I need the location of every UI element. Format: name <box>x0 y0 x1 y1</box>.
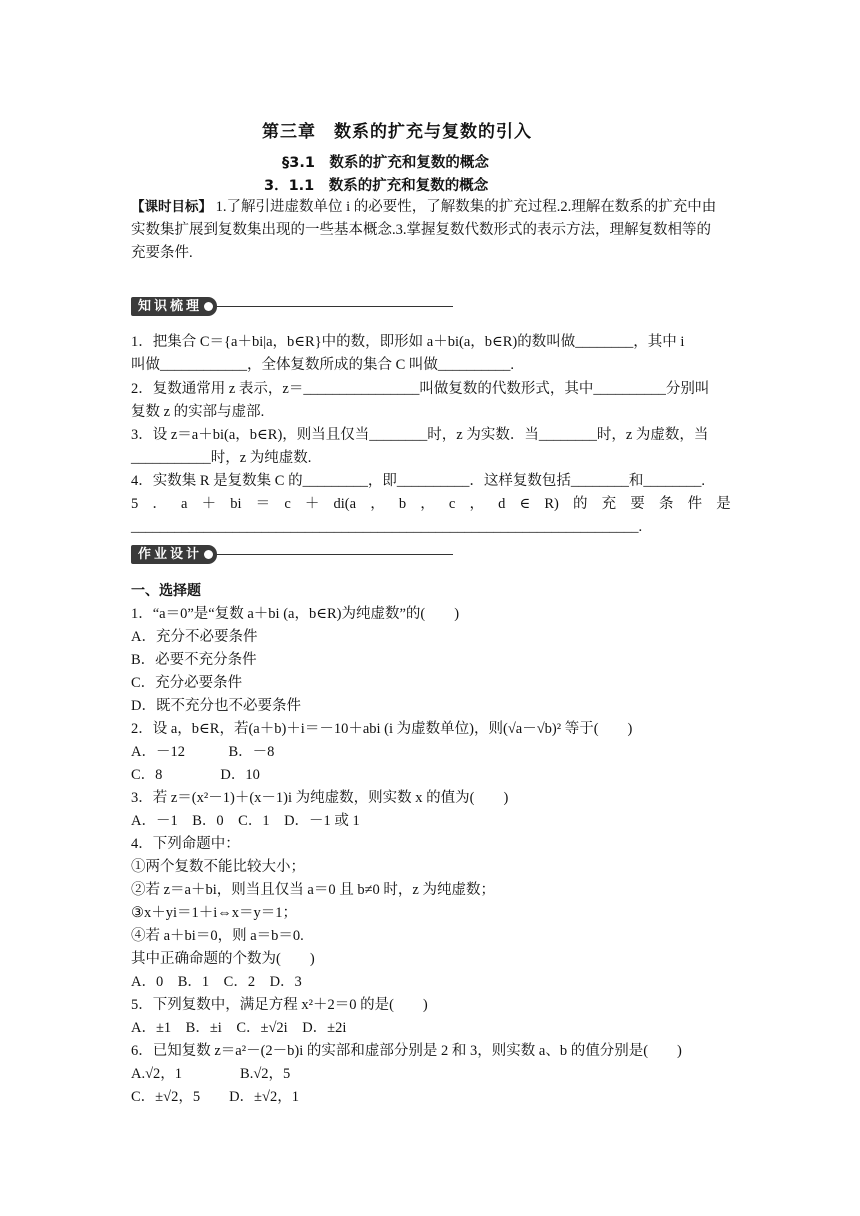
section-title: §3.1 数系的扩充和复数的概念 <box>282 155 489 171</box>
homework-banner-label: 作业设计 <box>138 547 203 562</box>
k5-token: ＋ <box>304 496 320 512</box>
k5-token: 要 <box>630 496 645 512</box>
knowledge-line: 复数 z 的实部与虚部. <box>131 404 265 420</box>
question-line: ③x＋yi＝1＋i⇔x＝y＝1； <box>131 905 298 921</box>
question-line: A．充分不必要条件 <box>131 629 258 645</box>
question-line: 4．下列命题中： <box>131 836 240 852</box>
bullet-dot-icon <box>204 550 213 559</box>
knowledge-line: 叫做____________，全体复数所成的集合 C 叫做__________. <box>131 357 515 373</box>
knowledge-line: 4．实数集 R 是复数集 C 的_________，即__________．这样复数包括________和________. <box>131 473 705 489</box>
k5-token: 条 <box>658 496 674 512</box>
question-line: 2．设 a，b∈R，若(a＋b)＋i＝－10＋abi (i 为虚数单位)，则(√a－√b)² 等于( ) <box>131 721 633 737</box>
k5-token: 件 <box>687 496 703 512</box>
question-line: ②若 z＝a＋bi，则当且仅当 a＝0 且 b≠0 时，z 为纯虚数； <box>131 882 495 898</box>
k5-token: a <box>181 496 188 512</box>
question-line: 3．若 z＝(x²－1)＋(x－1)i 为纯虚数，则实数 x 的值为( ) <box>131 790 509 806</box>
question-line: D．既不充分也不必要条件 <box>131 698 301 714</box>
question-line: 其中正确命题的个数为( ) <box>131 951 315 967</box>
k5-token: ． <box>152 496 167 512</box>
question-line: 5．下列复数中，满足方程 x²＋2＝0 的是( ) <box>131 997 428 1013</box>
k5-token: ， <box>469 496 484 512</box>
k5-token: bi <box>230 496 242 512</box>
k5-token: ＋ <box>201 496 217 512</box>
k5-token: 5 <box>131 496 139 512</box>
knowledge-line: 3．设 z＝a＋bi(a，b∈R)，则当且仅当________时，z 为实数．当________时，z 为虚数，当 <box>131 427 709 443</box>
k5-token: ， <box>370 496 385 512</box>
k5-token: b <box>398 496 407 512</box>
k5-token: di(a <box>333 496 357 512</box>
banner-rule <box>217 306 453 307</box>
lesson-goal <box>131 198 716 216</box>
question-line: C．充分必要条件 <box>131 675 243 691</box>
question-line: A．－12 B．－8 <box>131 744 275 760</box>
k5-token: ， <box>420 496 435 512</box>
question-line: A．－1 B．0 C．1 D．－1 或 1 <box>131 813 360 829</box>
k5-token: 的 <box>573 496 588 512</box>
question-line: 1．“a＝0”是“复数 a＋bi (a，b∈R)为纯虚数”的( ) <box>131 606 460 622</box>
lesson-goal-label: 【课时目标】 <box>131 199 212 215</box>
k5-token: 充 <box>601 496 617 512</box>
knowledge-line: 1．把集合 C＝{a＋bi|a，b∈R}中的数，即形如 a＋bi(a，b∈R)的数叫做________，其中 i <box>131 334 685 350</box>
k5-token: R) <box>544 496 559 512</box>
section-heading: 一、选择题 <box>131 583 201 599</box>
question-line: C．8 D．10 <box>131 767 260 783</box>
lesson-goal-line-2: 实数集扩展到复数集出现的一些基本概念.3.掌握复数代数形式的表示方法，理解复数相等的 <box>131 222 711 238</box>
subsection-title: 3．1.1 数系的扩充和复数的概念 <box>264 178 489 194</box>
chapter-title: 第三章 数系的扩充与复数的引入 <box>262 122 532 142</box>
k5-token: d <box>498 496 506 512</box>
question-line: A．0 B．1 C．2 D．3 <box>131 974 302 990</box>
question-line: ①两个复数不能比较大小； <box>131 859 305 875</box>
k5-token: c <box>284 496 291 512</box>
question-line: 6．已知复数 z＝a²－(2－b)i 的实部和虚部分别是 2 和 3，则实数 a、b 的值分别是( ) <box>131 1043 682 1059</box>
lesson-goal-line-3: 充要条件. <box>131 245 193 261</box>
question-line: ④若 a＋bi＝0，则 a＝b＝0. <box>131 928 304 944</box>
knowledge-banner <box>131 297 453 316</box>
knowledge-line: ___________时，z 为纯虚数. <box>131 450 312 466</box>
lesson-goal-line-1: 1.了解引进虚数单位 i 的必要性，了解数集的扩充过程.2.理解在数系的扩充中由 <box>212 199 717 215</box>
knowledge-item-5 <box>131 495 731 513</box>
knowledge-line: ______________________________________________________________________. <box>131 519 643 535</box>
knowledge-line: 2．复数通常用 z 表示，z＝________________叫做复数的代数形式，其中__________分别叫 <box>131 381 710 397</box>
k5-token: c <box>448 496 456 512</box>
question-line: B．必要不充分条件 <box>131 652 257 668</box>
k5-token: ∈ <box>519 496 531 512</box>
question-line: C．±√2，5 D．±√2，1 <box>131 1089 299 1105</box>
question-line: A．±1 B．±i C．±√2i D．±2i <box>131 1020 347 1036</box>
question-line: A.√2，1 B.√2，5 <box>131 1066 291 1082</box>
k5-token: ＝ <box>255 496 271 512</box>
knowledge-banner-label: 知识梳理 <box>138 299 203 314</box>
homework-banner <box>131 545 453 564</box>
k5-token: 是 <box>716 496 731 512</box>
banner-rule <box>217 554 453 555</box>
bullet-dot-icon <box>204 302 213 311</box>
